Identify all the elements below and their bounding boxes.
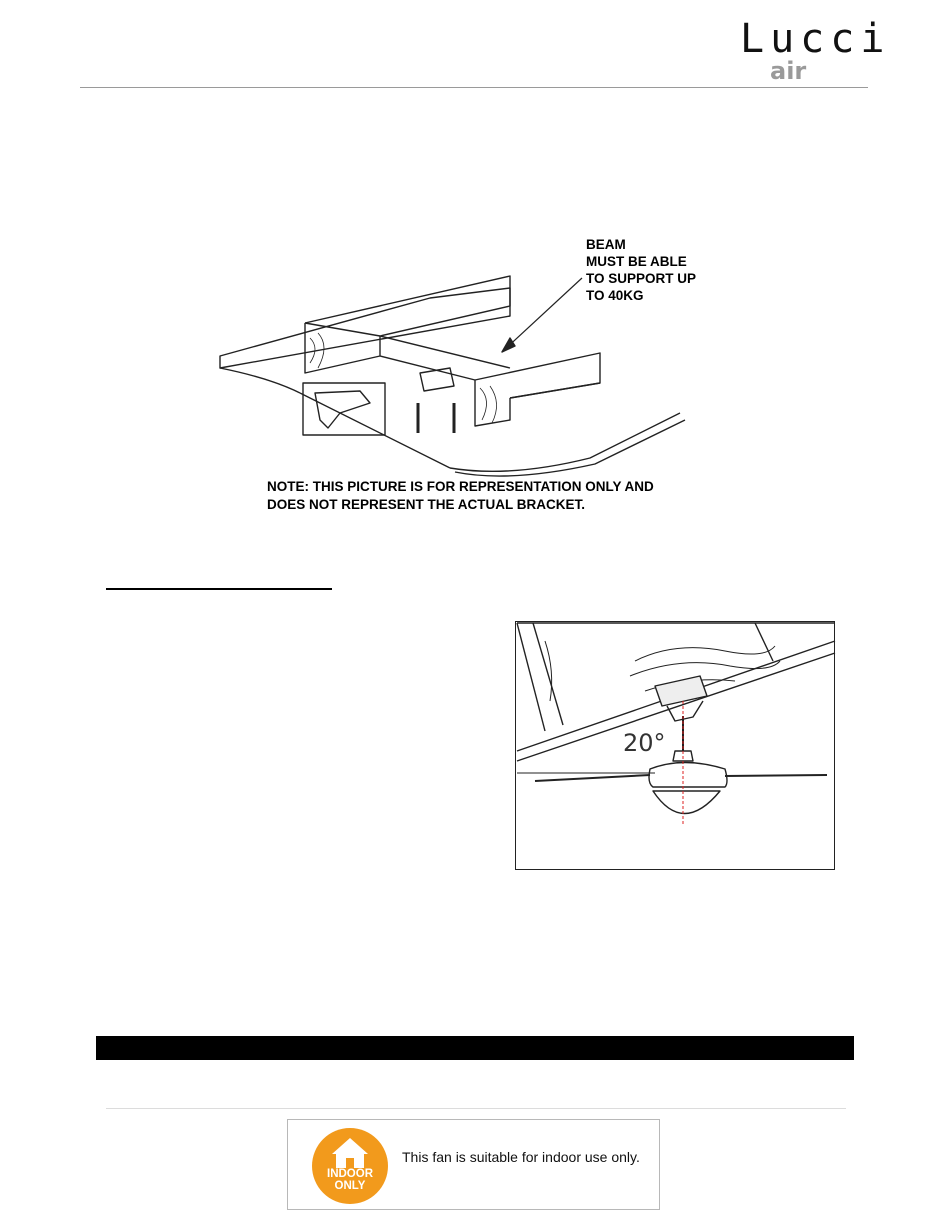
indoor-use-text: This fan is suitable for indoor use only. [402,1149,640,1165]
section-divider-bar [96,1036,854,1060]
beam-callout-label: BEAM MUST BE ABLE TO SUPPORT UP TO 40KG [586,237,697,303]
indoor-use-notice [287,1119,660,1210]
slope-angle-label: 20° [623,729,666,757]
illustration-frame [515,621,835,870]
house-icon [312,1132,388,1172]
footer-divider [106,1108,846,1109]
indoor-only-badge-text: INDOOR ONLY [327,1168,373,1192]
sloped-ceiling-illustration [515,621,837,872]
logo-wordmark: Lucci [740,16,891,62]
section-heading-underline [106,588,332,590]
lucci-air-logo [740,16,891,86]
indoor-only-badge [312,1128,388,1204]
header-divider [80,87,868,88]
representation-note: NOTE: THIS PICTURE IS FOR REPRESENTATION ONLY AND DOES NOT REPRESENT THE ACTUAL BRACKET. [267,479,654,512]
logo-subtitle: air [770,57,807,85]
